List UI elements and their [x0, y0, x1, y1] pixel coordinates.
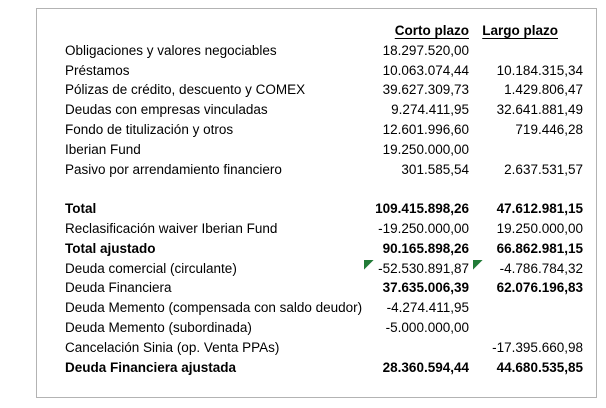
largo-plazo-value: 62.076.196,83 [496, 280, 583, 296]
table-row-fondo-titulizacion [37, 120, 596, 140]
row-label: Reclasificación waiver Iberian Fund [65, 220, 278, 236]
corto-plazo-value: 301.585,54 [401, 161, 469, 177]
financial-table [36, 8, 597, 398]
table-row-deuda-memento-compensada [37, 298, 596, 318]
corto-plazo-value: 39.627.309,73 [382, 82, 469, 98]
row-label: Iberian Fund [65, 141, 141, 157]
largo-plazo-value: -4.786.784,32 [499, 260, 583, 276]
table-row-obligaciones [37, 41, 596, 61]
row-label: Total ajustado [65, 240, 156, 256]
column-header-corto-plazo: Corto plazo [394, 23, 469, 38]
table-row-deuda-financiera [37, 278, 596, 298]
largo-plazo-value: 10.184.315,34 [496, 62, 583, 78]
largo-plazo-value: 2.637.531,57 [504, 161, 583, 177]
largo-plazo-value: 719.446,28 [515, 121, 583, 137]
corto-plazo-value: 90.165.898,26 [382, 240, 469, 256]
table-row-prestamos [37, 61, 596, 81]
corto-plazo-value: 28.360.594,44 [382, 359, 469, 375]
corto-plazo-value: 12.601.996,60 [382, 121, 469, 137]
column-header-largo-plazo: Largo plazo [482, 23, 558, 38]
corto-plazo-value: 18.297.520,00 [382, 42, 469, 58]
row-label: Fondo de titulización y otros [65, 121, 234, 137]
table-row-deuda-memento-subordinada [37, 318, 596, 338]
corto-plazo-value: 109.415.898,26 [375, 201, 469, 217]
row-label: Deuda Financiera [65, 280, 172, 296]
table-row-reclasificacion-waiver [37, 219, 596, 239]
table-row-deuda-comercial [37, 259, 596, 279]
table-header-row [37, 21, 596, 41]
row-label: Cancelación Sinia (op. Venta PPAs) [65, 339, 280, 355]
row-label: Deuda Memento (compensada con saldo deudor) [65, 300, 363, 316]
row-label: Pasivo por arrendamiento financiero [65, 161, 282, 177]
largo-plazo-value: 32.641.881,49 [496, 102, 583, 118]
table-row-blank [37, 179, 596, 199]
row-label: Deuda Memento (subordinada) [65, 319, 252, 335]
corto-plazo-value: -19.250.000,00 [378, 220, 469, 236]
row-label: Deuda comercial (circulante) [65, 260, 237, 276]
table-row-cancelacion-sinia [37, 338, 596, 358]
table-row-polizas [37, 80, 596, 100]
corto-plazo-value: 10.063.074,44 [382, 62, 469, 78]
largo-plazo-value: -17.395.660,98 [492, 339, 583, 355]
row-label: Deudas con empresas vinculadas [65, 102, 268, 118]
corto-plazo-value: -4.274.411,95 [386, 300, 469, 316]
largo-plazo-value: 66.862.981,15 [496, 240, 583, 256]
corto-plazo-value: 9.274.411,95 [391, 102, 469, 118]
corto-plazo-value: 19.250.000,00 [382, 141, 469, 157]
table-row-total-ajustado [37, 239, 596, 259]
row-label: Préstamos [65, 62, 130, 78]
largo-plazo-value: 1.429.806,47 [504, 82, 583, 98]
row-label: Pólizas de crédito, descuento y COMEX [65, 82, 306, 98]
table-row-iberian-fund [37, 140, 596, 160]
largo-plazo-value: 44.680.535,85 [496, 359, 583, 375]
corto-plazo-value: -5.000.000,00 [385, 319, 469, 335]
table-row-pasivo-arrendamiento [37, 160, 596, 180]
row-label: Total [65, 201, 97, 217]
corto-plazo-value: -52.530.891,87 [378, 260, 469, 276]
largo-plazo-value: 47.612.981,15 [496, 201, 583, 217]
row-label: Obligaciones y valores negociables [65, 42, 277, 58]
table-row-deudas-vinculadas [37, 100, 596, 120]
largo-plazo-value: 19.250.000,00 [496, 220, 583, 236]
table-row-deuda-financiera-ajustada [37, 358, 596, 378]
row-label: Deuda Financiera ajustada [65, 359, 237, 375]
table-row-total [37, 199, 596, 219]
corto-plazo-value: 37.635.006,39 [382, 280, 469, 296]
